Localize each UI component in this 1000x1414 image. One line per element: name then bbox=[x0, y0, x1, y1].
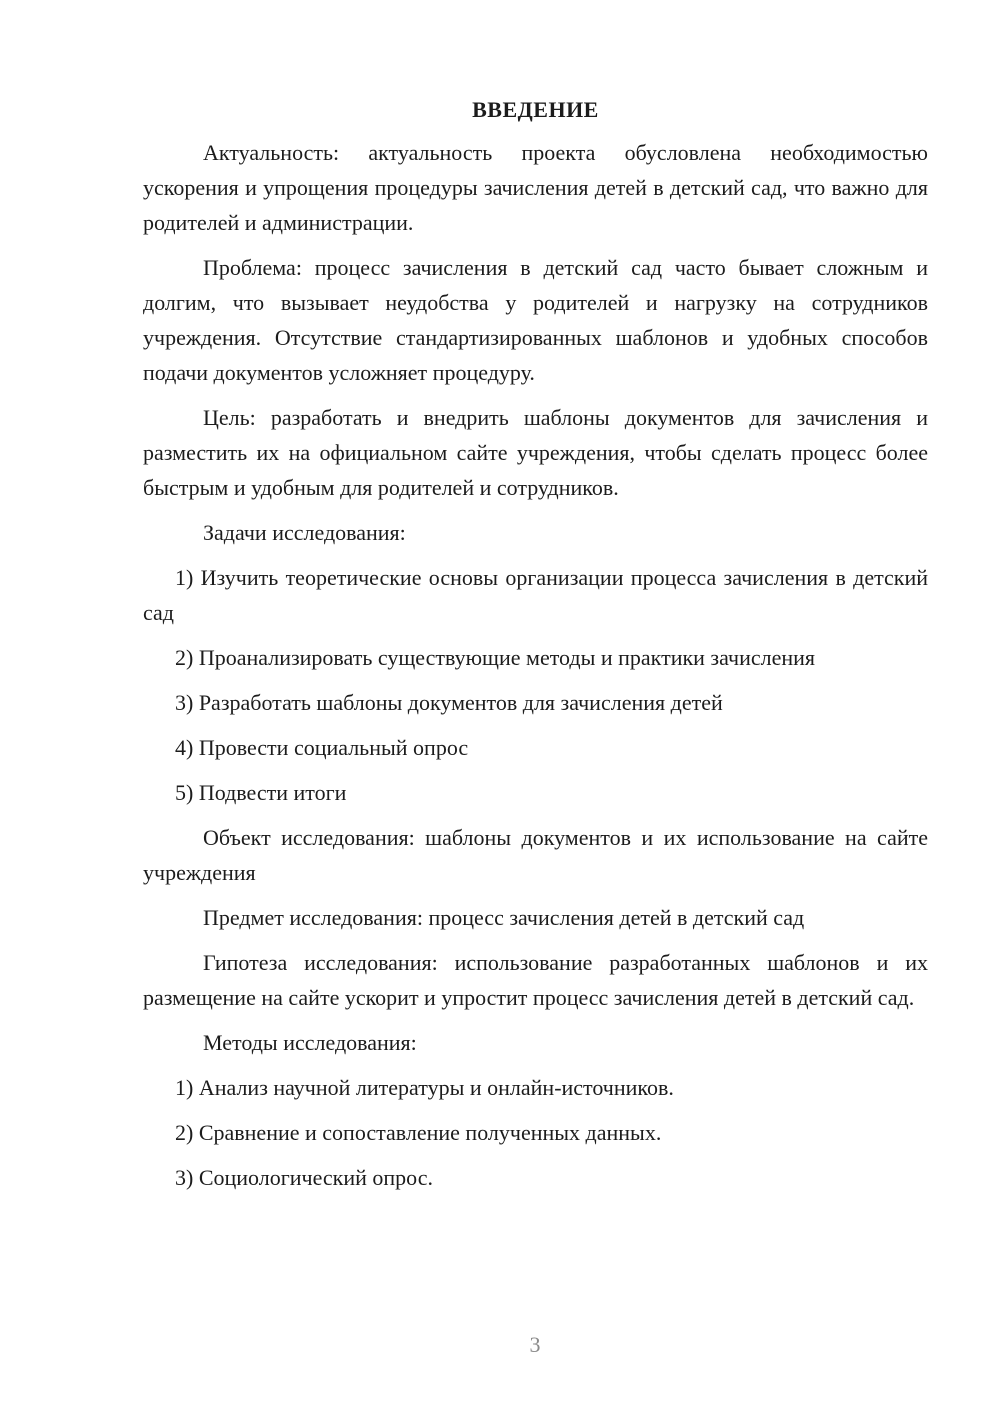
task-item-3: 3) Разработать шаблоны документов для зачисления детей bbox=[175, 690, 723, 715]
page-content bbox=[143, 92, 928, 1205]
tasks-heading: Задачи исследования: bbox=[203, 520, 406, 545]
methods-heading: Методы исследования: bbox=[203, 1030, 417, 1055]
task-item-5: 5) Подвести итоги bbox=[175, 780, 347, 805]
relevance-paragraph: Актуальность: актуальность проекта обусловлена необходимостью ускорения и упрощения процедуры зачисления детей в детский сад, что важно для родителей и администрации. bbox=[143, 140, 928, 235]
method-item-2: 2) Сравнение и сопоставление полученных данных. bbox=[175, 1120, 662, 1145]
page-number: 3 bbox=[529, 1332, 541, 1357]
problem-paragraph: Проблема: процесс зачисления в детский сад часто бывает сложным и долгим, что вызывает неудобства у родителей и нагрузку на сотрудников учреждения. Отсутствие стандартизированных шаблонов и удобных способов подачи документов усложняет процедуру. bbox=[143, 255, 928, 385]
subject-paragraph: Предмет исследования: процесс зачисления детей в детский сад bbox=[203, 905, 805, 930]
task-item-1: 1) Изучить теоретические основы организации процесса зачисления в детский сад bbox=[143, 565, 928, 625]
section-heading: ВВЕДЕНИЕ bbox=[472, 97, 599, 122]
task-item-4: 4) Провести социальный опрос bbox=[175, 735, 469, 760]
object-paragraph: Объект исследования: шаблоны документов и их использование на сайте учреждения bbox=[143, 825, 928, 885]
task-item-2: 2) Проанализировать существующие методы и практики зачисления bbox=[175, 645, 816, 670]
method-item-1: 1) Анализ научной литературы и онлайн-источников. bbox=[175, 1075, 674, 1100]
goal-paragraph: Цель: разработать и внедрить шаблоны документов для зачисления и разместить их на официальном сайте учреждения, чтобы сделать процесс более быстрым и удобным для родителей и сотрудников. bbox=[143, 405, 928, 500]
hypothesis-paragraph: Гипотеза исследования: использование разработанных шаблонов и их размещение на сайте ускорит и упростит процесс зачисления детей в детский сад. bbox=[143, 950, 928, 1010]
method-item-3: 3) Социологический опрос. bbox=[175, 1165, 433, 1190]
